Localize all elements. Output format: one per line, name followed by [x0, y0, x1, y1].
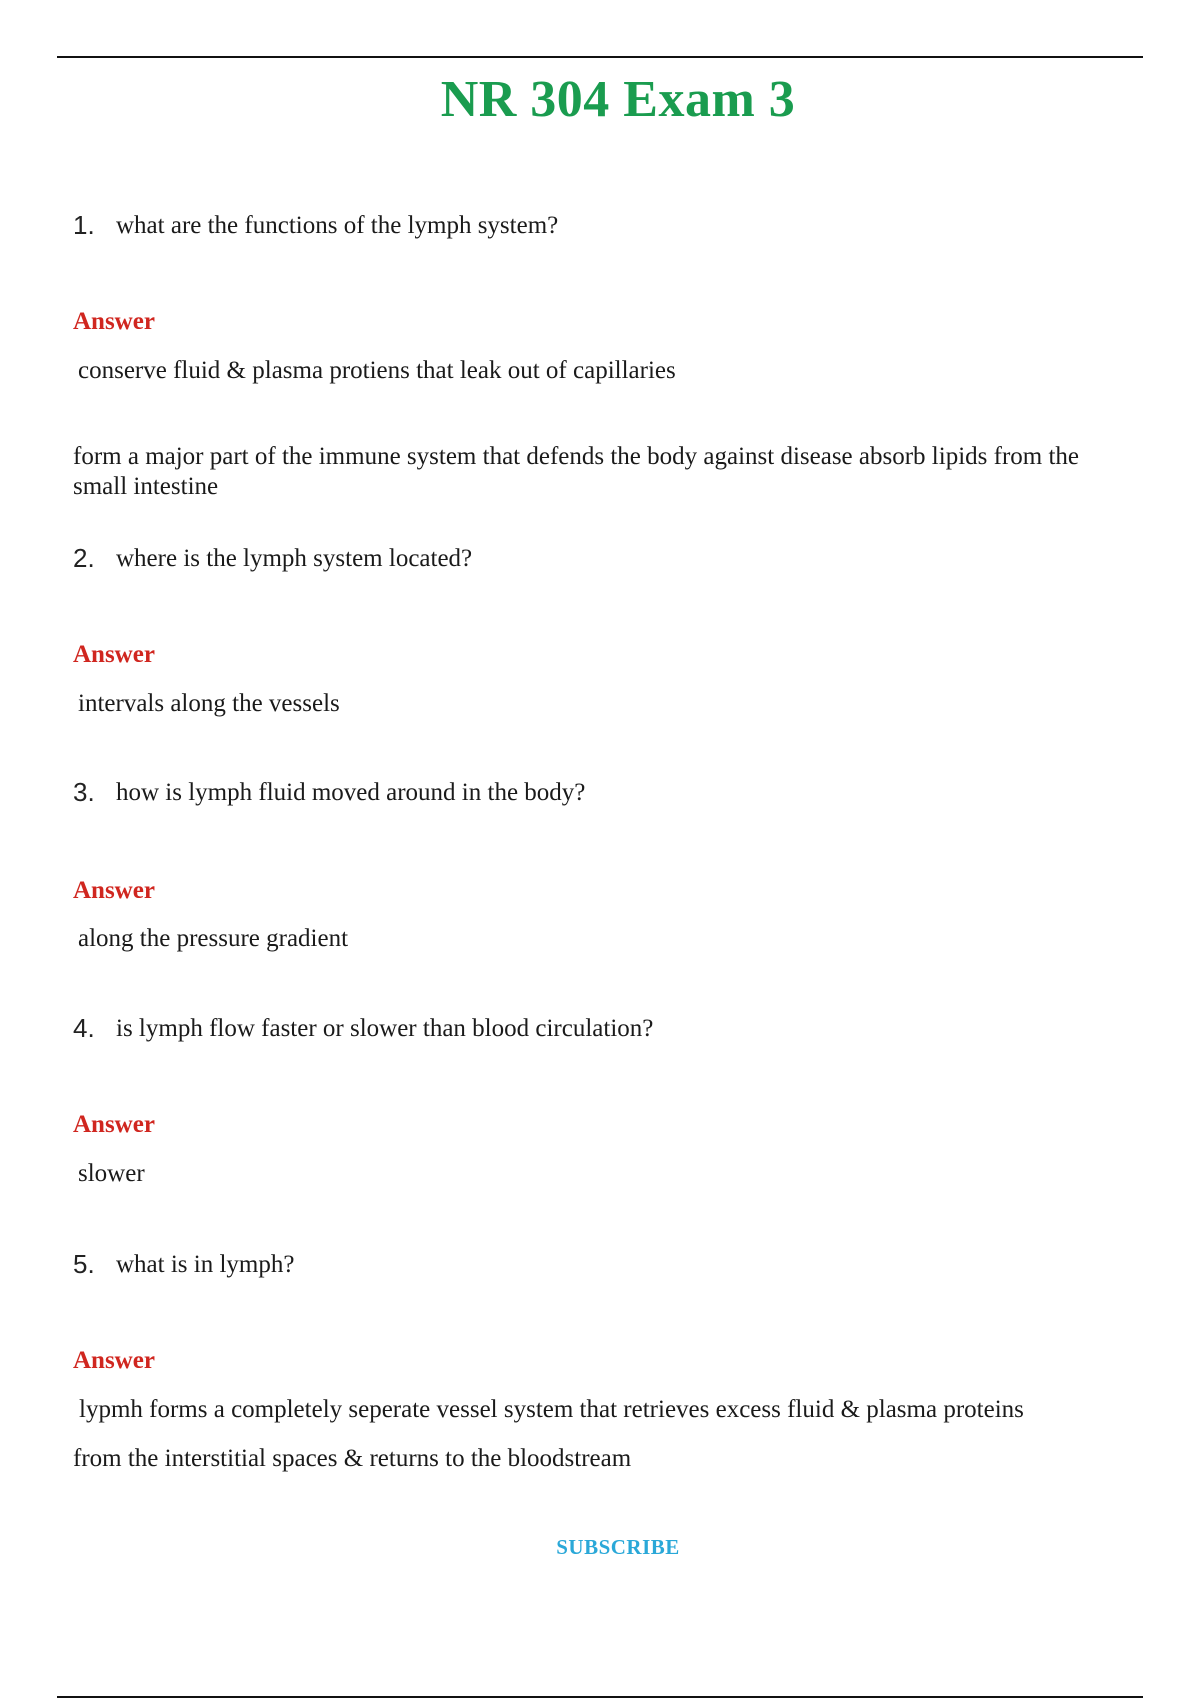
answer-4-line-1: slower	[78, 1160, 145, 1187]
question-5-text: what is in lymph?	[116, 1251, 295, 1278]
answer-2-label: Answer	[73, 641, 155, 668]
answer-1-line-2: form a major part of the immune system that defends the body against disease absorb lipids from the small intestine	[73, 443, 1080, 500]
document-title: NR 304 Exam 3	[440, 71, 796, 128]
answer-1-label: Answer	[73, 308, 155, 335]
question-5-number: 5.	[73, 1249, 95, 1279]
question-1-text: what are the functions of the lymph system?	[116, 212, 559, 239]
answer-5-line-1: lypmh forms a completely seperate vessel system that retrieves excess fluid & plasma proteins	[79, 1396, 1024, 1423]
answer-5-line-2: from the interstitial spaces & returns to the bloodstream	[73, 1445, 632, 1472]
question-3-text: how is lymph fluid moved around in the body?	[116, 779, 586, 806]
question-4-text: is lymph flow faster or slower than blood circulation?	[116, 1015, 654, 1042]
question-2-text: where is the lymph system located?	[116, 545, 473, 572]
answer-3-line-1: along the pressure gradient	[78, 925, 349, 952]
question-2-number: 2.	[73, 543, 95, 573]
answer-2-line-1: intervals along the vessels	[78, 690, 340, 717]
answer-5-label: Answer	[73, 1347, 155, 1374]
top-rule	[57, 56, 1143, 58]
question-4-number: 4.	[73, 1013, 95, 1043]
question-1-number: 1.	[73, 210, 95, 240]
subscribe-link[interactable]: SUBSCRIBE	[556, 1535, 680, 1559]
bottom-rule	[57, 1696, 1143, 1698]
answer-3-label: Answer	[73, 877, 155, 904]
answer-4-label: Answer	[73, 1111, 155, 1138]
question-3-number: 3.	[73, 777, 95, 807]
answer-1-line-1: conserve fluid & plasma protiens that leak out of capillaries	[78, 357, 676, 384]
